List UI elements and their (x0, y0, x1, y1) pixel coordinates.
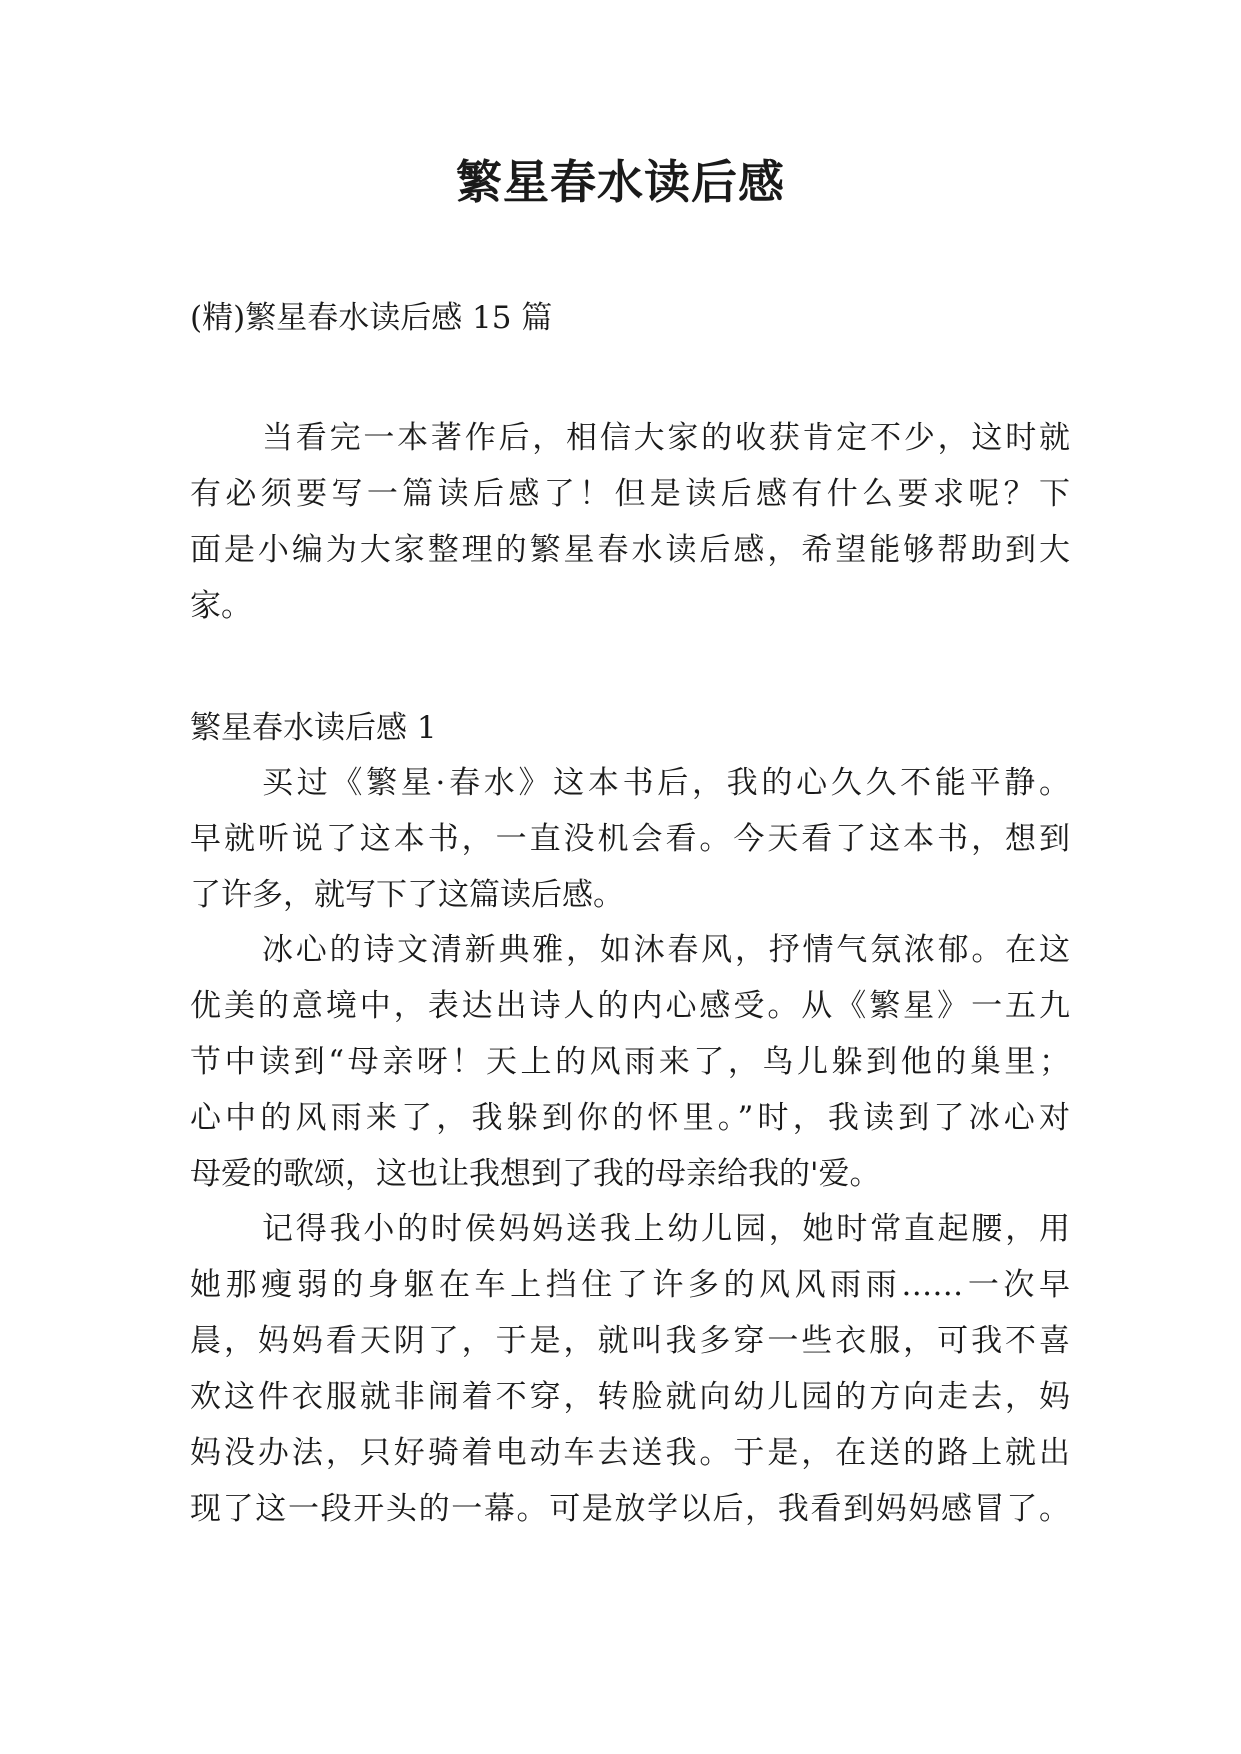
intro-line: 当看完一本著作后，相信大家的收获肯定不少，这时就 (262, 420, 1070, 456)
paragraph-line: 优美的意境中，表达出诗人的内心感受。从《繁星》一五九 (190, 988, 1070, 1024)
paragraph-line: 晨，妈妈看天阴了，于是，就叫我多穿一些衣服，可我不喜 (190, 1323, 1070, 1359)
paragraph-line: 记得我小的时侯妈妈送我上幼儿园，她时常直起腰，用 (262, 1211, 1070, 1247)
paragraph-line: 母爱的歌颂，这也让我想到了我的母亲给我的'爱。 (190, 1156, 881, 1192)
paragraph-line: 冰心的诗文清新典雅，如沐春风，抒情气氛浓郁。在这 (262, 932, 1070, 968)
body-paragraph-3 (190, 1201, 1070, 1537)
paragraph-line: 欢这件衣服就非闹着不穿，转脸就向幼儿园的方向走去，妈 (190, 1379, 1070, 1415)
intro-line: 家。 (190, 588, 252, 624)
paragraph-line: 了许多，就写下了这篇读后感。 (190, 877, 624, 913)
body-paragraph-1 (190, 755, 1070, 923)
intro-line: 面是小编为大家整理的繁星春水读后感，希望能够帮助到大 (190, 532, 1070, 568)
paragraph-line: 现了这一段开头的一幕。可是放学以后，我看到妈妈感冒了。 (190, 1491, 1070, 1527)
paragraph-line: 心中的风雨来了，我躲到你的怀里。”时，我读到了冰心对 (190, 1100, 1070, 1136)
paragraph-line: 她那瘦弱的身躯在车上挡住了许多的风风雨雨……一次早 (190, 1267, 1070, 1303)
document-subtitle: (精)繁星春水读后感 15 篇 (190, 300, 553, 336)
document-title: 繁星春水读后感 (456, 155, 785, 209)
section-heading: 繁星春水读后感 1 (190, 710, 437, 746)
paragraph-line: 买过《繁星·春水》这本书后，我的心久久不能平静。 (262, 765, 1070, 801)
paragraph-line: 妈没办法，只好骑着电动车去送我。于是，在送的路上就出 (190, 1435, 1070, 1471)
intro-paragraph (190, 410, 1070, 634)
body-paragraph-2 (190, 922, 1070, 1202)
paragraph-line: 节中读到“母亲呀！天上的风雨来了，鸟儿躲到他的巢里； (190, 1044, 1070, 1080)
intro-line: 有必须要写一篇读后感了！但是读后感有什么要求呢？下 (190, 476, 1070, 512)
paragraph-line: 早就听说了这本书，一直没机会看。今天看了这本书，想到 (190, 821, 1070, 857)
